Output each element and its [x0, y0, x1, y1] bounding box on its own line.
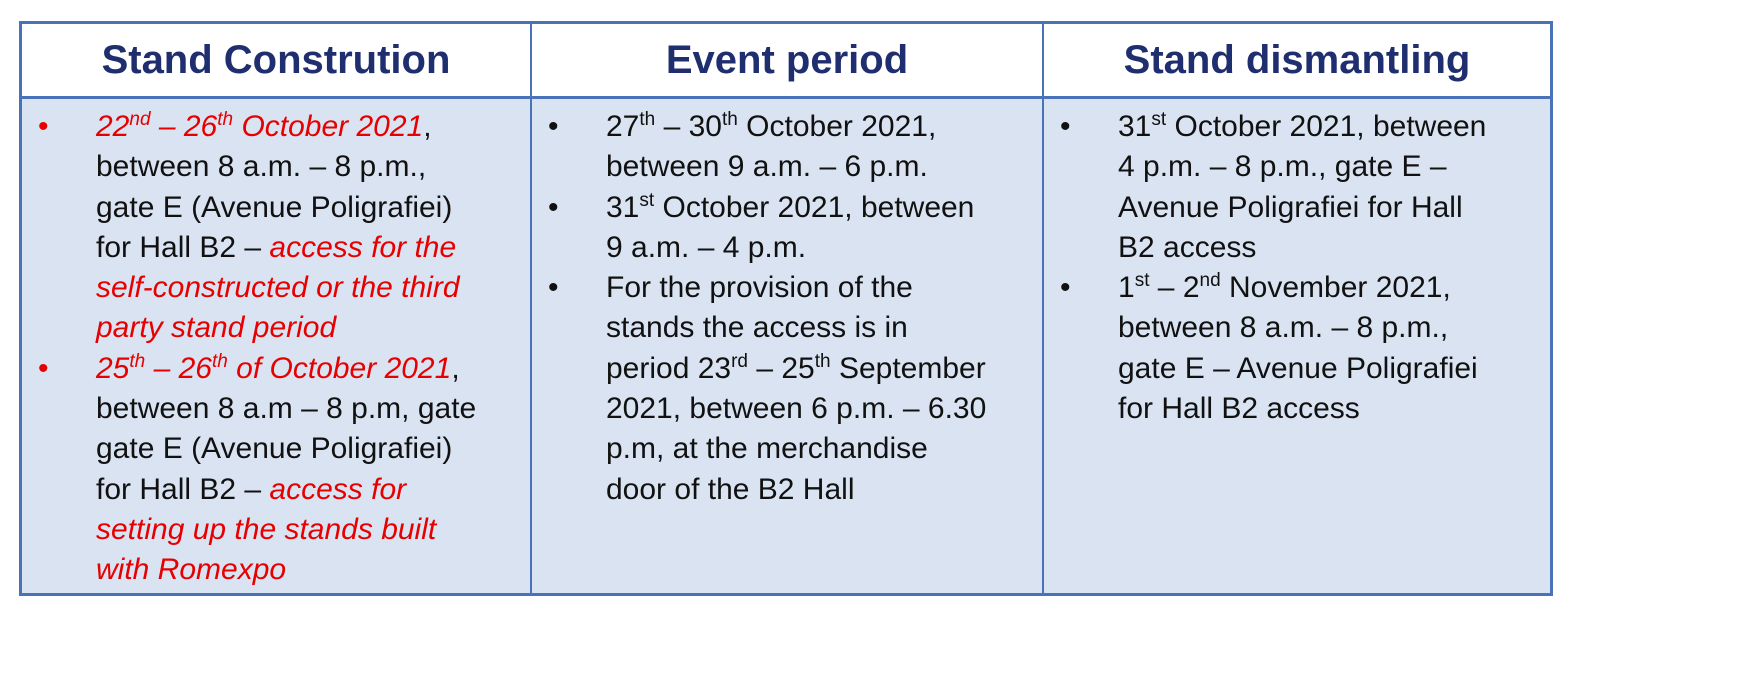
event-item-3-text: For the provision of the stands the access is in period 23rd – 25th September 2021, between 6 p.m. – 6.30 p.m, at the merchandise door of the B2 Hall: [606, 271, 987, 506]
list-item: [544, 107, 1036, 188]
list-item: [34, 349, 524, 591]
dismantling-item-2-text: 1st – 2nd November 2021, between 8 a.m. – 8 p.m., gate E – Avenue Poligrafiei for Hall B2 access: [1118, 270, 1478, 426]
list-item: [1056, 107, 1544, 268]
construction-cell: [22, 99, 532, 593]
event-list: [544, 107, 1036, 510]
bullet: •: [1060, 271, 1071, 305]
bullet: •: [38, 110, 49, 143]
list-item: [544, 268, 1036, 510]
bullet: •: [548, 110, 559, 143]
list-item: [544, 188, 1036, 269]
dismantling-item-1-text: 31st October 2021, between 4 p.m. – 8 p.m., gate E – Avenue Poligrafiei for Hall B2 access: [1118, 109, 1487, 264]
bullet: •: [548, 190, 559, 224]
dismantling-list: [1056, 107, 1544, 429]
bullet: •: [38, 351, 49, 385]
construction-list: [34, 107, 524, 591]
list-item: [1056, 268, 1544, 429]
header-stand-dismantling: Stand dismantling: [1044, 24, 1550, 99]
dismantling-cell: [1044, 99, 1550, 593]
header-event-period: Event period: [532, 24, 1044, 99]
bullet: •: [548, 271, 559, 305]
bullet: •: [1060, 110, 1071, 143]
list-item: [34, 107, 524, 349]
schedule-table: [19, 21, 1553, 596]
construction-item-2-text: 25th – 26th of October 2021, between 8 a.m – 8 p.m, gate gate E (Avenue Poligrafiei) for Hall B2 – access for setting up the stands built with Romexpo: [96, 350, 477, 587]
event-item-2-text: 31st October 2021, between 9 a.m. – 4 p.m.: [606, 189, 975, 264]
event-item-1-text: 27th – 30th October 2021, between 9 a.m. – 6 p.m.: [606, 109, 937, 184]
construction-item-1-text: 22nd – 26th October 2021, between 8 a.m. – 8 p.m., gate E (Avenue Poligrafiei) for Hall B2 – access for the self-constructed or the third party stand period: [96, 109, 460, 345]
header-stand-construction: Stand Constrution: [22, 24, 532, 99]
event-cell: [532, 99, 1044, 593]
